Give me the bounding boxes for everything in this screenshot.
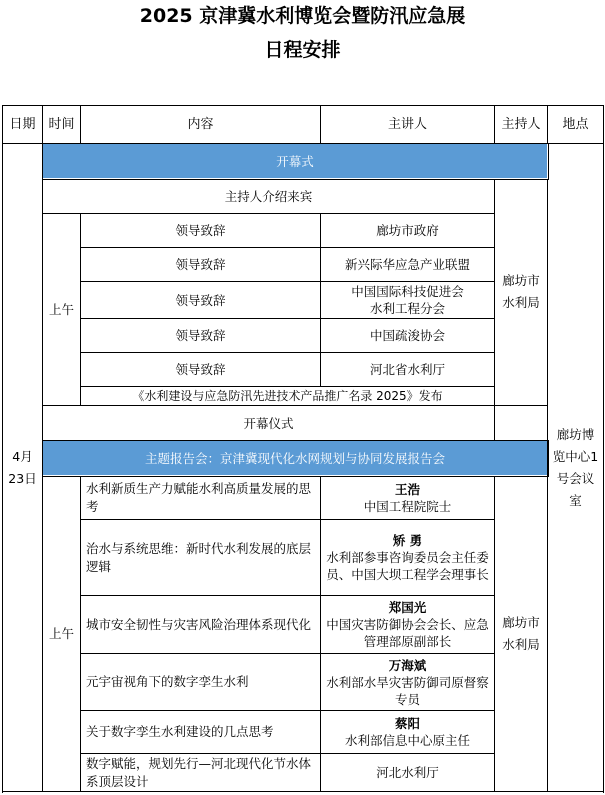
header-row <box>3 106 604 144</box>
speaker-title: 河北水利厅 <box>376 765 439 780</box>
report-band: 主题报告会：京津冀现代化水网规划与协同发展报告会 <box>43 441 548 476</box>
talk-topic: 治水与系统思维：新时代水利发展的底层逻辑 <box>81 520 321 596</box>
speaker-title: 中国工程院院士 <box>363 498 452 514</box>
speech-content: 领导致辞 <box>81 282 321 319</box>
col-host-header: 主持人 <box>495 106 548 144</box>
speech-content: 领导致辞 <box>81 319 321 353</box>
speaker-name: 万海斌 <box>388 657 427 673</box>
speaker-name: 王浩 <box>394 481 420 497</box>
opening-ceremony: 开幕仪式 <box>43 406 495 441</box>
opening-host-cell: 廊坊市水利局 <box>495 179 548 406</box>
talk-row <box>3 476 604 520</box>
opening-band-row <box>3 144 604 179</box>
col-time-header: 时间 <box>43 106 81 144</box>
talk-topic: 水利新质生产力赋能水利高质量发展的思考 <box>81 476 321 520</box>
col-speaker-header: 主讲人 <box>321 106 495 144</box>
speaker-title: 中国灾害防御协会会长、应急管理部原副部长 <box>326 617 489 649</box>
date-cell: 4月23日 <box>3 144 43 792</box>
host-intro: 主持人介绍来宾 <box>43 179 495 214</box>
report-time-cell: 上午 <box>43 476 81 792</box>
talk-speaker <box>321 520 495 596</box>
schedule-table <box>2 105 604 792</box>
talk-speaker <box>321 754 495 792</box>
page-title: 2025 京津冀水利博览会暨防汛应急展 <box>139 5 466 27</box>
speech-speaker: 河北省水利厅 <box>321 353 495 387</box>
speech-speaker: 廊坊市政府 <box>321 214 495 248</box>
speech-speaker: 新兴际华应急产业联盟 <box>321 248 495 282</box>
opening-time-cell: 上午 <box>43 214 81 406</box>
talk-topic: 数字赋能，规划先行—河北现代化节水体系顶层设计 <box>81 754 321 792</box>
speaker-title: 水利部信息中心原主任 <box>344 733 470 748</box>
talk-speaker <box>321 654 495 711</box>
col-date-header: 日期 <box>3 106 43 144</box>
speaker-title: 水利部水旱灾害防御司原督察专员 <box>326 674 489 707</box>
ceremony-row <box>3 406 604 441</box>
speech-content: 领导致辞 <box>81 214 321 248</box>
page-subtitle: 日程安排 <box>264 39 341 61</box>
talk-topic: 关于数字孪生水利建设的几点思考 <box>81 711 321 754</box>
talk-speaker <box>321 711 495 754</box>
speaker-title: 水利部参事咨询委员会主任委员、中国大坝工程学会理事长 <box>326 550 489 582</box>
speaker-name: 蔡阳 <box>394 716 420 731</box>
catalog-release: 《水利建设与应急防汛先进技术产品推广名录 2025》发布 <box>81 387 495 406</box>
intro-row <box>3 179 604 214</box>
report-host-cell: 廊坊市水利局 <box>495 476 548 792</box>
speaker-name: 矫 勇 <box>392 533 423 548</box>
talk-topic: 元宇宙视角下的数字孪生水利 <box>81 654 321 711</box>
speech-speaker: 中国国际科技促进会 水利工程分会 <box>321 282 495 319</box>
speech-content: 领导致辞 <box>81 353 321 387</box>
location-cell: 廊坊博览中心1号会议室 <box>548 144 604 792</box>
report-band-row <box>3 441 604 476</box>
col-location-header: 地点 <box>548 106 604 144</box>
col-content-header: 内容 <box>81 106 321 144</box>
talk-topic: 城市安全韧性与灾害风险治理体系现代化 <box>81 596 321 654</box>
talk-speaker <box>321 476 495 520</box>
speaker-name: 郑国光 <box>388 600 427 615</box>
opening-band: 开幕式 <box>43 144 548 179</box>
speech-content: 领导致辞 <box>81 248 321 282</box>
speech-speaker: 中国疏浚协会 <box>321 319 495 353</box>
talk-speaker <box>321 596 495 654</box>
